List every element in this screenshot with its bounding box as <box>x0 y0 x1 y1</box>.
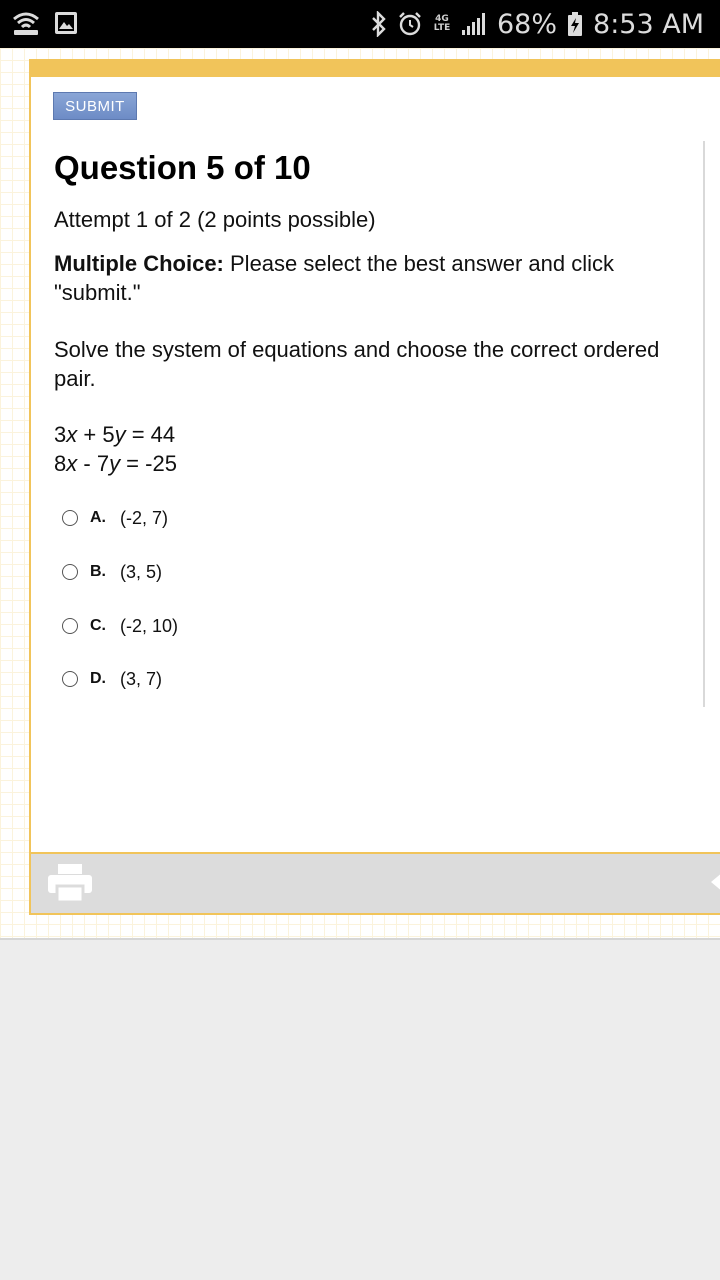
image-icon <box>54 11 78 35</box>
instruction-text: Please select the best answer and click "submit." <box>54 251 614 305</box>
option-a[interactable] <box>62 503 362 533</box>
signal-icon <box>461 12 487 36</box>
option-text: (-2, 10) <box>120 615 179 636</box>
panel-footer <box>31 852 720 913</box>
option-letter: C. <box>90 617 106 634</box>
content-divider <box>0 938 720 940</box>
radio-button-icon[interactable] <box>62 618 78 634</box>
option-text: (-2, 7) <box>120 507 169 528</box>
option-text: (3, 5) <box>120 561 163 582</box>
quiz-panel <box>29 59 720 915</box>
scrollbar[interactable] <box>703 141 705 707</box>
equation-2: 8x - 7y = -25 <box>54 451 177 476</box>
radio-button-icon[interactable] <box>62 671 78 687</box>
attempt-info: Attempt 1 of 2 (2 points possible) <box>54 207 376 232</box>
option-b[interactable] <box>62 557 362 587</box>
instructions <box>54 249 684 307</box>
print-icon[interactable] <box>47 862 93 904</box>
submit-button[interactable]: SUBMIT <box>53 92 137 120</box>
bluetooth-icon <box>371 11 387 37</box>
option-letter: B. <box>90 563 106 580</box>
network-type: 4G LTE <box>433 14 451 33</box>
wifi-icon <box>12 10 40 36</box>
question-prompt: Solve the system of equations and choose the correct ordered pair. <box>54 337 660 391</box>
battery-charging-icon <box>567 11 583 37</box>
battery-percent: 68% <box>497 8 558 40</box>
option-text: (3, 7) <box>120 668 163 689</box>
panel-header-bar <box>29 59 720 77</box>
radio-button-icon[interactable] <box>62 564 78 580</box>
option-d[interactable] <box>62 664 362 694</box>
equation-1: 3x + 5y = 44 <box>54 422 176 447</box>
equation-system <box>54 420 177 478</box>
radio-button-icon[interactable] <box>62 510 78 526</box>
alarm-icon <box>397 11 423 37</box>
option-letter: A. <box>90 509 106 526</box>
clock: 8:53 AM <box>593 8 704 40</box>
instruction-label: Multiple Choice: <box>54 251 224 276</box>
option-c[interactable] <box>62 611 362 641</box>
question-title: Question 5 of 10 <box>54 149 311 186</box>
back-arrow-icon[interactable] <box>709 870 720 894</box>
status-bar <box>0 0 720 48</box>
option-letter: D. <box>90 670 106 687</box>
